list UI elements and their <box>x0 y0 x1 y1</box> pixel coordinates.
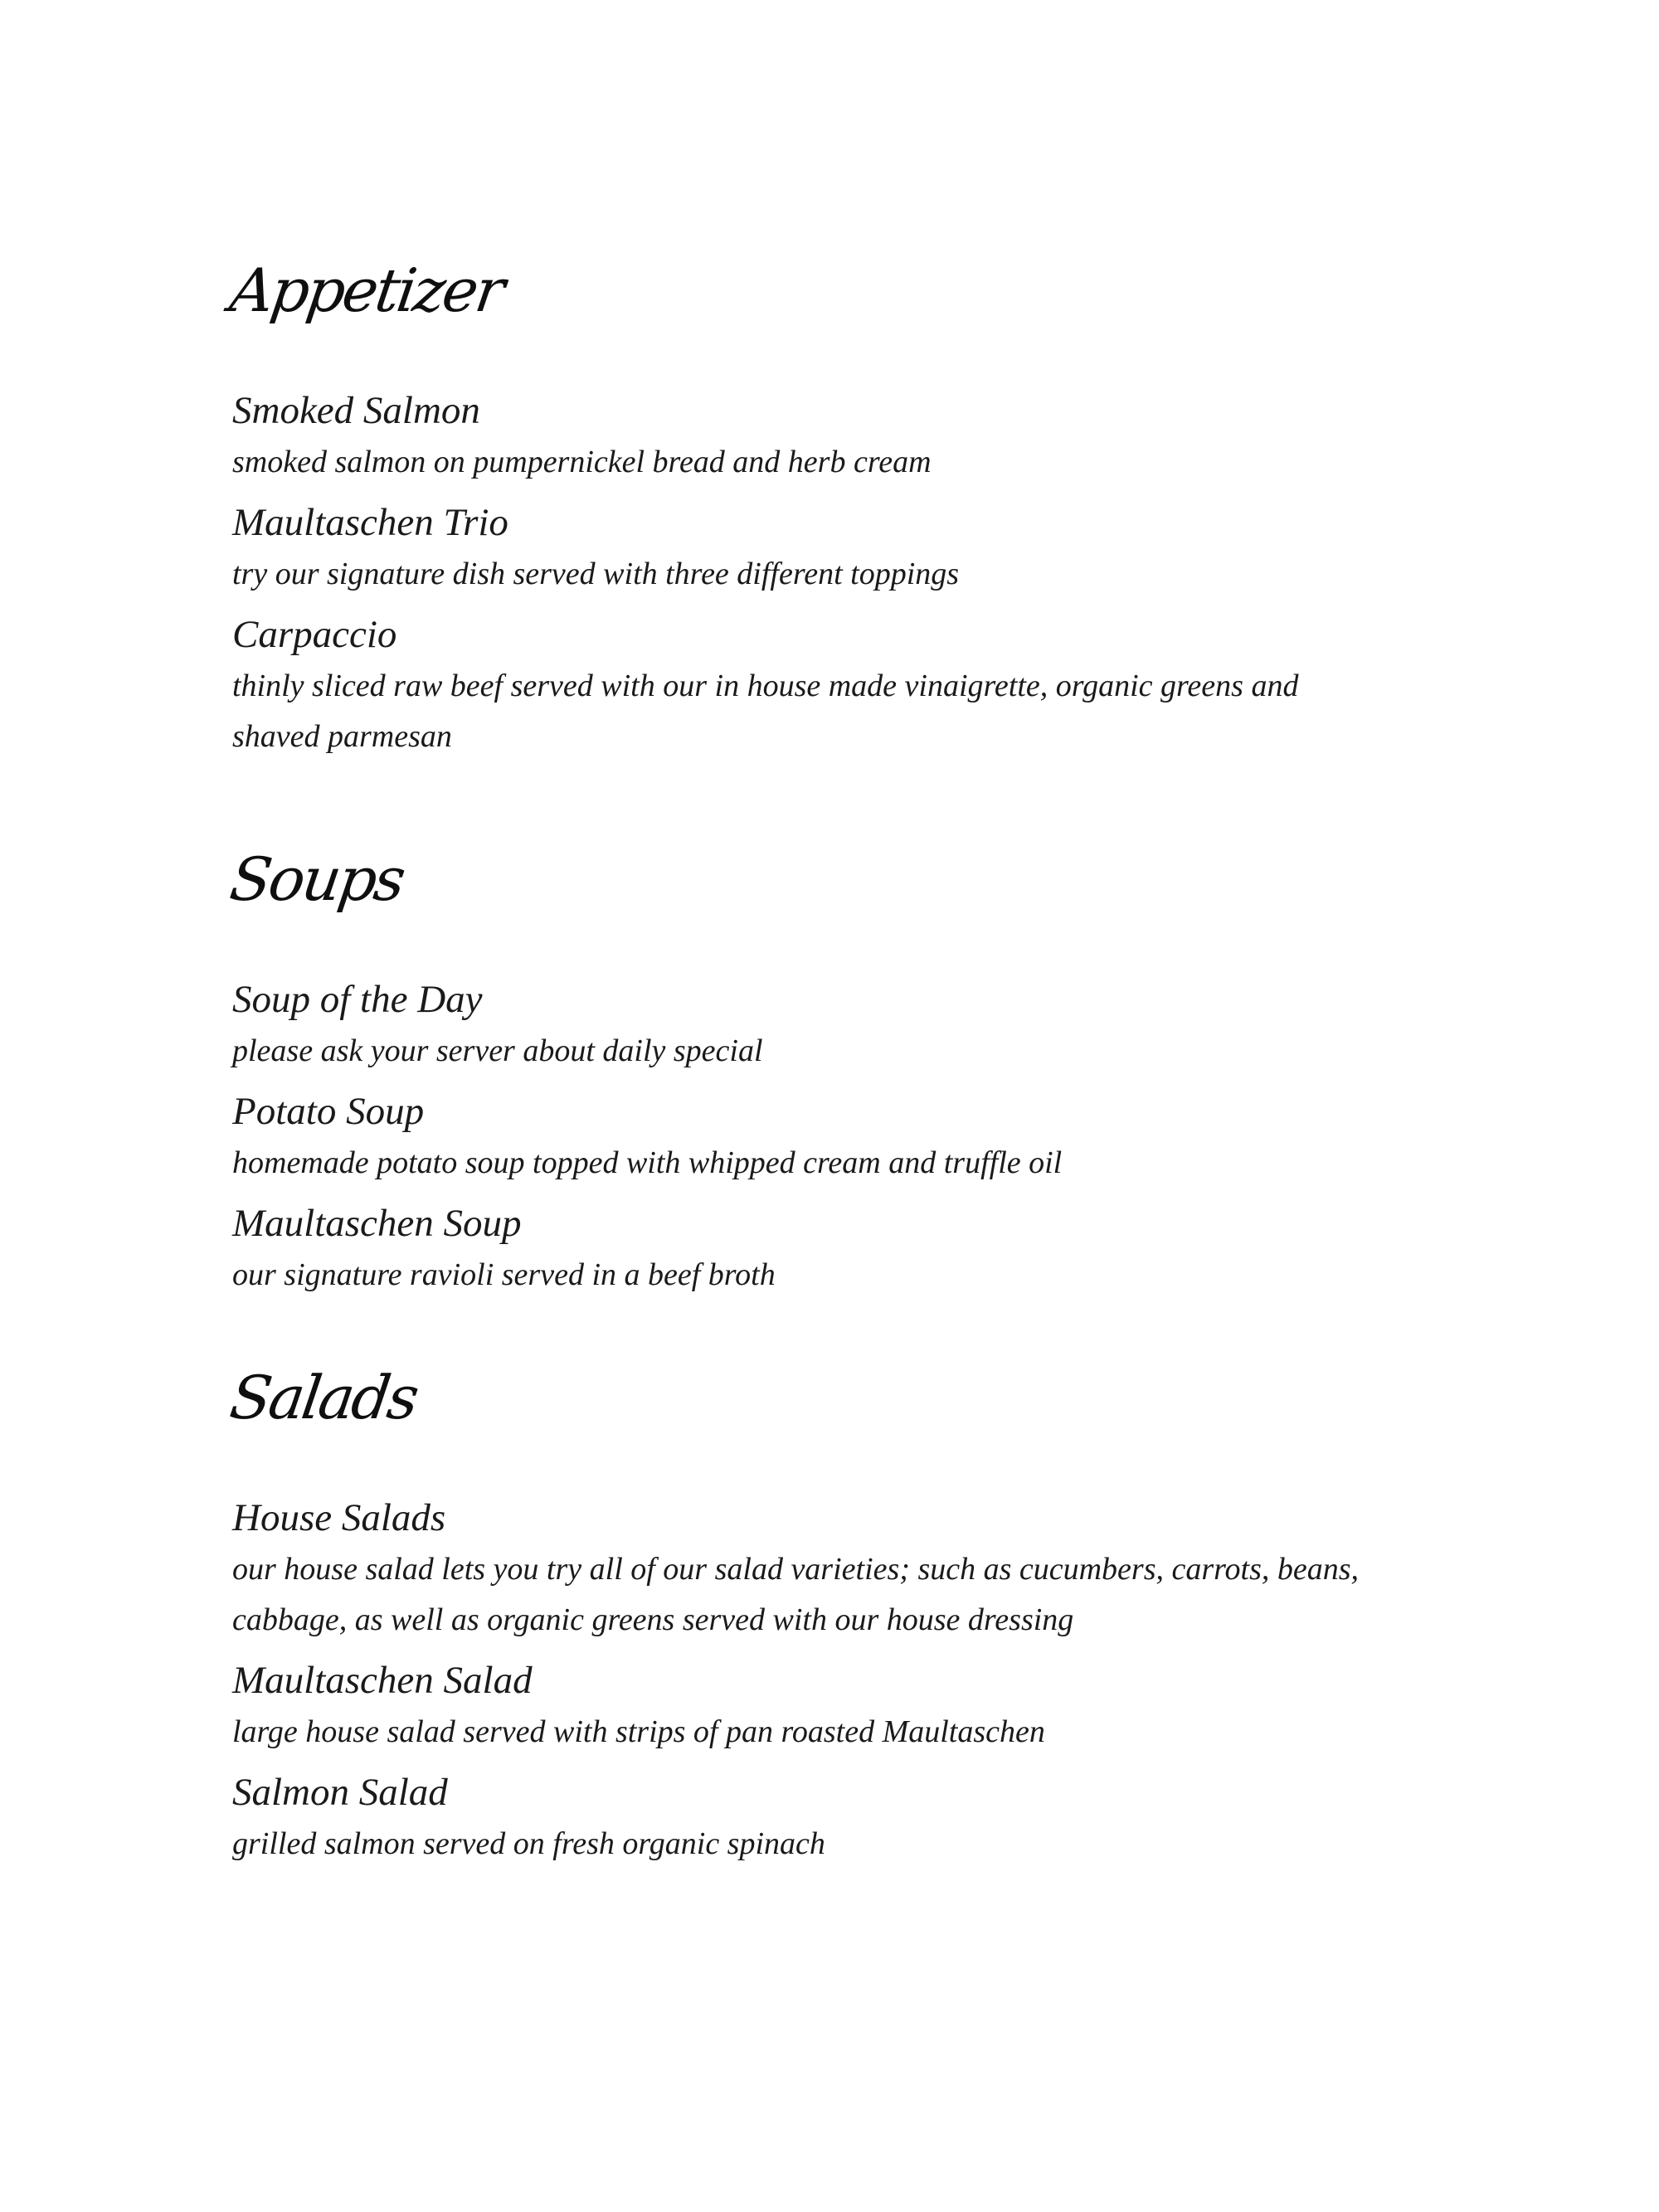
menu-item <box>232 386 1387 488</box>
section-heading-soups: Soups <box>226 844 408 914</box>
menu-item-name: Potato Soup <box>232 1090 425 1133</box>
menu-item <box>232 1655 1387 1757</box>
appetizer-items <box>226 386 1387 762</box>
menu-item <box>232 975 1387 1077</box>
menu-item-name: Smoked Salmon <box>232 389 480 432</box>
section-heading-appetizer: Appetizer <box>226 255 507 325</box>
menu-item-name: Carpaccio <box>232 613 397 656</box>
menu-item-description: smoked salmon on pumpernickel bread and herb cream <box>232 445 932 479</box>
salads-section <box>226 1360 1387 1879</box>
menu-item-name: Maultaschen Soup <box>232 1202 522 1245</box>
menu-item-description: our signature ravioli served in a beef broth <box>232 1257 776 1292</box>
menu-item <box>232 1198 1387 1300</box>
menu-item-description: try our signature dish served with three different toppings <box>232 557 960 591</box>
salads-items <box>226 1493 1387 1869</box>
menu-item-name: Maultaschen Salad <box>232 1659 533 1702</box>
section-heading-salads: Salads <box>226 1363 421 1432</box>
menu-item <box>232 1493 1387 1646</box>
menu-item-description: our house salad lets you try all of our salad varieties; such as cucumbers, carrots, beans, cabbage, as well as organic greens served with our house dressing <box>232 1552 1360 1637</box>
soups-section <box>226 842 1387 1310</box>
menu-item-name: Maultaschen Trio <box>232 501 508 544</box>
menu-item <box>232 1767 1387 1869</box>
menu-item-description: please ask your server about daily special <box>232 1033 763 1068</box>
menu-item-description: homemade potato soup topped with whipped cream and truffle oil <box>232 1145 1063 1180</box>
menu-item-name: House Salads <box>232 1496 446 1539</box>
menu-item-description: grilled salmon served on fresh organic spinach <box>232 1826 825 1861</box>
appetizer-section <box>226 253 1387 772</box>
menu-item-description: large house salad served with strips of pan roasted Maultaschen <box>232 1714 1045 1749</box>
menu-item <box>232 1087 1387 1189</box>
menu-item-name: Salmon Salad <box>232 1771 448 1814</box>
soups-items <box>226 975 1387 1300</box>
menu-item-name: Soup of the Day <box>232 978 483 1021</box>
menu-item <box>232 610 1387 762</box>
menu-item <box>232 498 1387 600</box>
menu-item-description: thinly sliced raw beef served with our in house made vinaigrette, organic greens and shaved parmesan <box>232 668 1299 754</box>
